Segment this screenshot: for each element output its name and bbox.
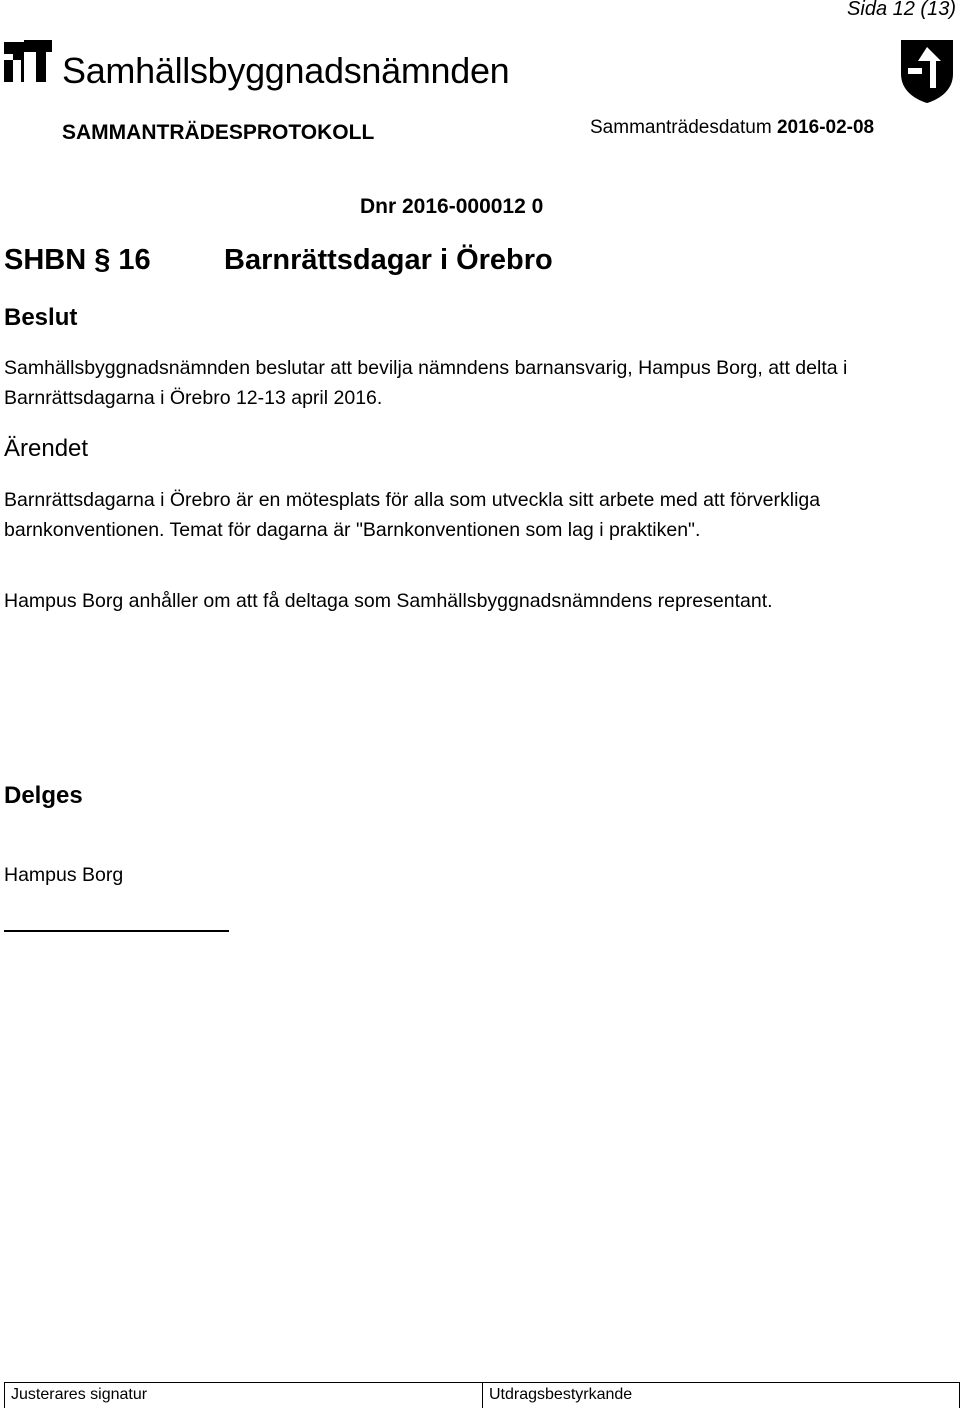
signature-footer xyxy=(4,1382,960,1408)
org-name: Samhällsbyggnadsnämnden xyxy=(62,50,510,91)
delges-recipient: Hampus Borg xyxy=(4,864,124,886)
arendet-paragraph-2: Hampus Borg anhåller om att få deltaga som Samhällsbyggnadsnämndens representant. xyxy=(4,590,773,612)
paragraph-id: SHBN § 16 xyxy=(4,244,151,276)
arendet-heading: Ärendet xyxy=(4,435,89,462)
arendet-paragraph-1: Barnrättsdagarna i Örebro är en mötesplats för alla som utveckla sitt arbete med att förverkliga barnkonventionen. Temat för dagarna är "Barnkonventionen som lag i praktiken". xyxy=(4,489,821,541)
municipality-logo-icon xyxy=(4,40,52,82)
meeting-date-label: Sammanträdesdatum xyxy=(590,117,772,138)
footer-divider xyxy=(482,1383,483,1408)
signature-rule xyxy=(4,930,229,932)
meeting-date-value: 2016-02-08 xyxy=(776,117,875,138)
paragraph-title: Barnrättsdagar i Örebro xyxy=(224,244,553,276)
coat-of-arms-icon xyxy=(900,38,954,104)
document-type: SAMMANTRÄDESPROTOKOLL xyxy=(62,121,375,144)
footer-utdrag-label: Utdragsbestyrkande xyxy=(489,1386,633,1403)
footer-justerare-label: Justerares signatur xyxy=(11,1386,148,1403)
meeting-date xyxy=(590,117,874,139)
beslut-text: Samhällsbyggnadsnämnden beslutar att bevilja nämndens barnansvarig, Hampus Borg, att delta i Barnrättsdagarna i Örebro 12-13 april 2016. xyxy=(4,357,848,409)
diary-number: Dnr 2016-000012 0 xyxy=(360,195,544,218)
page-number: Sida 12 (13) xyxy=(847,0,956,20)
beslut-heading: Beslut xyxy=(4,304,78,331)
delges-heading: Delges xyxy=(4,782,83,809)
